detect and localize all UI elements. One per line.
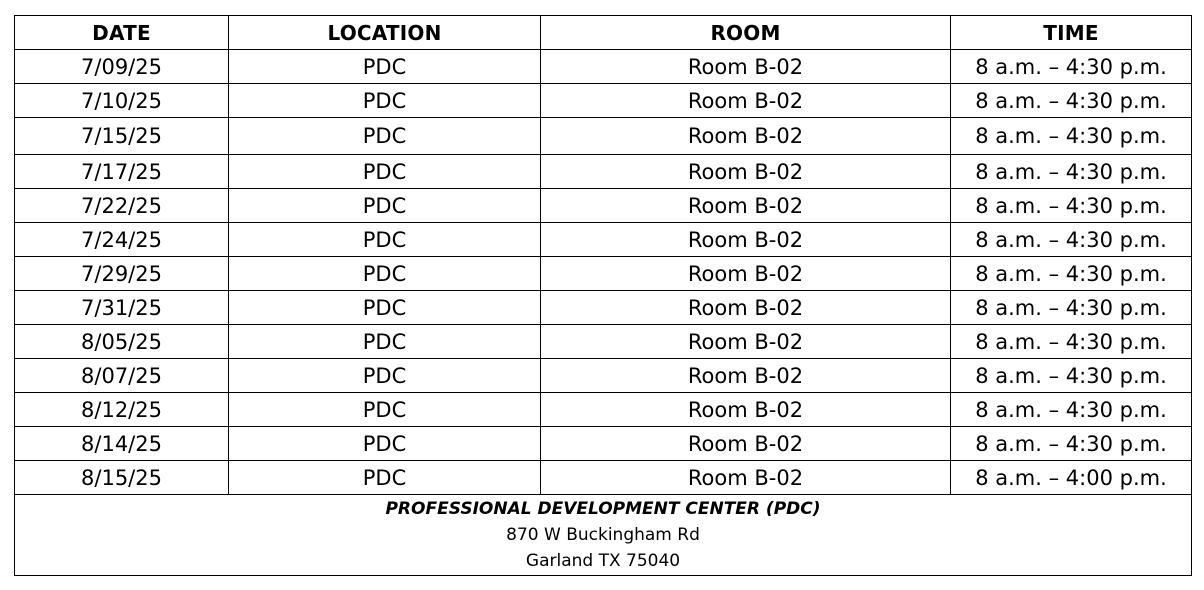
cell-location: PDC: [229, 155, 541, 189]
cell-room: Room B-02: [541, 393, 951, 427]
table-row: [15, 84, 1192, 118]
cell-location: PDC: [229, 427, 541, 461]
cell-time: 8 a.m. – 4:30 p.m.: [951, 84, 1192, 118]
venue-street: 870 W Buckingham Rd: [506, 525, 700, 545]
cell-location: PDC: [229, 325, 541, 359]
cell-time: 8 a.m. – 4:30 p.m.: [951, 223, 1192, 257]
venue-city: Garland TX 75040: [525, 551, 681, 571]
cell-location: PDC: [229, 461, 541, 495]
cell-room: Room B-02: [541, 291, 951, 325]
table-row: [15, 325, 1192, 359]
cell-date: 7/09/25: [15, 50, 229, 84]
table-row: [15, 50, 1192, 84]
cell-time: 8 a.m. – 4:30 p.m.: [951, 50, 1192, 84]
cell-time: 8 a.m. – 4:30 p.m.: [951, 393, 1192, 427]
schedule-table: [14, 15, 1192, 576]
cell-date: 7/29/25: [15, 257, 229, 291]
cell-room: Room B-02: [541, 50, 951, 84]
cell-room: Room B-02: [541, 359, 951, 393]
table-row: [15, 118, 1192, 155]
cell-time: 8 a.m. – 4:30 p.m.: [951, 257, 1192, 291]
table-row: [15, 155, 1192, 189]
cell-time: 8 a.m. – 4:30 p.m.: [951, 291, 1192, 325]
table-row: [15, 461, 1192, 495]
cell-room: Room B-02: [541, 257, 951, 291]
table-row: [15, 223, 1192, 257]
cell-location: PDC: [229, 393, 541, 427]
cell-room: Room B-02: [541, 427, 951, 461]
table-row: [15, 359, 1192, 393]
column-header-room: ROOM: [541, 16, 951, 50]
footer-row: [15, 495, 1192, 576]
cell-date: 8/12/25: [15, 393, 229, 427]
cell-location: PDC: [229, 50, 541, 84]
cell-date: 7/31/25: [15, 291, 229, 325]
table-row: [15, 291, 1192, 325]
cell-location: PDC: [229, 359, 541, 393]
cell-room: Room B-02: [541, 118, 951, 155]
header-row: [15, 16, 1192, 50]
cell-time: 8 a.m. – 4:30 p.m.: [951, 189, 1192, 223]
schedule-sheet: [14, 15, 1192, 576]
cell-time: 8 a.m. – 4:30 p.m.: [951, 427, 1192, 461]
cell-date: 8/07/25: [15, 359, 229, 393]
cell-location: PDC: [229, 189, 541, 223]
cell-room: Room B-02: [541, 84, 951, 118]
cell-room: Room B-02: [541, 461, 951, 495]
cell-date: 7/22/25: [15, 189, 229, 223]
table-row: [15, 393, 1192, 427]
table-row: [15, 257, 1192, 291]
cell-location: PDC: [229, 291, 541, 325]
cell-time: 8 a.m. – 4:30 p.m.: [951, 325, 1192, 359]
cell-date: 8/05/25: [15, 325, 229, 359]
schedule-body: [15, 50, 1192, 576]
cell-date: 7/15/25: [15, 118, 229, 155]
cell-location: PDC: [229, 223, 541, 257]
cell-room: Room B-02: [541, 223, 951, 257]
cell-room: Room B-02: [541, 155, 951, 189]
column-header-date: DATE: [15, 16, 229, 50]
cell-location: PDC: [229, 118, 541, 155]
cell-date: 7/10/25: [15, 84, 229, 118]
cell-location: PDC: [229, 84, 541, 118]
cell-time: 8 a.m. – 4:30 p.m.: [951, 118, 1192, 155]
cell-date: 7/24/25: [15, 223, 229, 257]
table-row: [15, 427, 1192, 461]
cell-date: 8/15/25: [15, 461, 229, 495]
cell-location: PDC: [229, 257, 541, 291]
cell-date: 7/17/25: [15, 155, 229, 189]
cell-time: 8 a.m. – 4:30 p.m.: [951, 155, 1192, 189]
venue-name: PROFESSIONAL DEVELOPMENT CENTER (PDC): [385, 499, 821, 519]
cell-date: 8/14/25: [15, 427, 229, 461]
table-row: [15, 189, 1192, 223]
cell-room: Room B-02: [541, 325, 951, 359]
cell-room: Room B-02: [541, 189, 951, 223]
column-header-location: LOCATION: [229, 16, 541, 50]
venue-address-cell: [15, 495, 1192, 576]
column-header-time: TIME: [951, 16, 1192, 50]
cell-time: 8 a.m. – 4:00 p.m.: [951, 461, 1192, 495]
cell-time: 8 a.m. – 4:30 p.m.: [951, 359, 1192, 393]
